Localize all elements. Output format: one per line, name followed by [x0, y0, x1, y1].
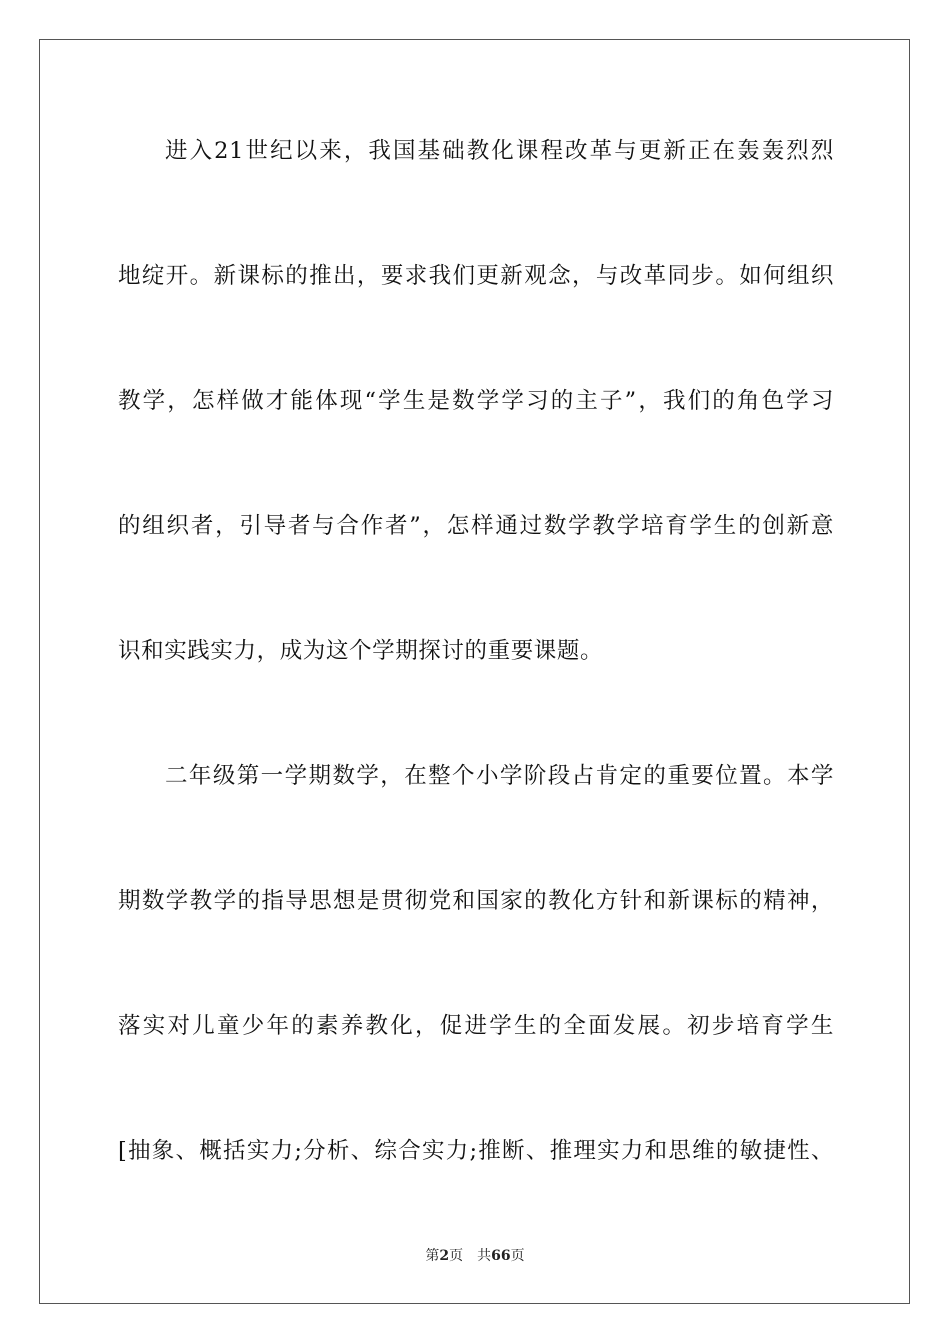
- page-footer: [0, 1247, 950, 1265]
- footer-total-suffix: 页: [510, 1248, 525, 1264]
- footer-page-prefix: 第: [425, 1248, 440, 1264]
- paragraph-line-5: 识和实践实力，成为这个学期探讨的重要课题。: [118, 638, 604, 664]
- page-frame: [39, 39, 910, 1304]
- paragraph-line-7: 期数学教学的指导思想是贯彻党和国家的教化方针和新课标的精神，: [118, 888, 834, 914]
- paragraph-line-4: 的组织者，引导者与合作者”，怎样通过数学教学培育学生的创新意: [118, 513, 834, 539]
- footer-total-pages: 66: [491, 1248, 511, 1264]
- paragraph-line-6: 二年级第一学期数学，在整个小学阶段占肯定的重要位置。本学: [165, 763, 834, 789]
- paragraph-line-9: [抽象、概括实力;分析、综合实力;推断、推理实力和思维的敏捷性、: [118, 1138, 834, 1164]
- paragraph-line-8: 落实对儿童少年的素养教化，促进学生的全面发展。初步培育学生: [118, 1013, 834, 1039]
- footer-page-number: 2: [439, 1248, 450, 1264]
- footer-page-suffix: 页: [449, 1248, 464, 1264]
- paragraph-line-1: 进入21世纪以来，我国基础教化课程改革与更新正在轰轰烈烈: [165, 138, 834, 164]
- paragraph-line-2: 地绽开。新课标的推出，要求我们更新观念，与改革同步。如何组织: [118, 263, 834, 289]
- paragraph-line-3: 教学，怎样做才能体现“学生是数学学习的主子”，我们的角色学习: [118, 388, 834, 414]
- footer-total-prefix: 共: [477, 1248, 492, 1264]
